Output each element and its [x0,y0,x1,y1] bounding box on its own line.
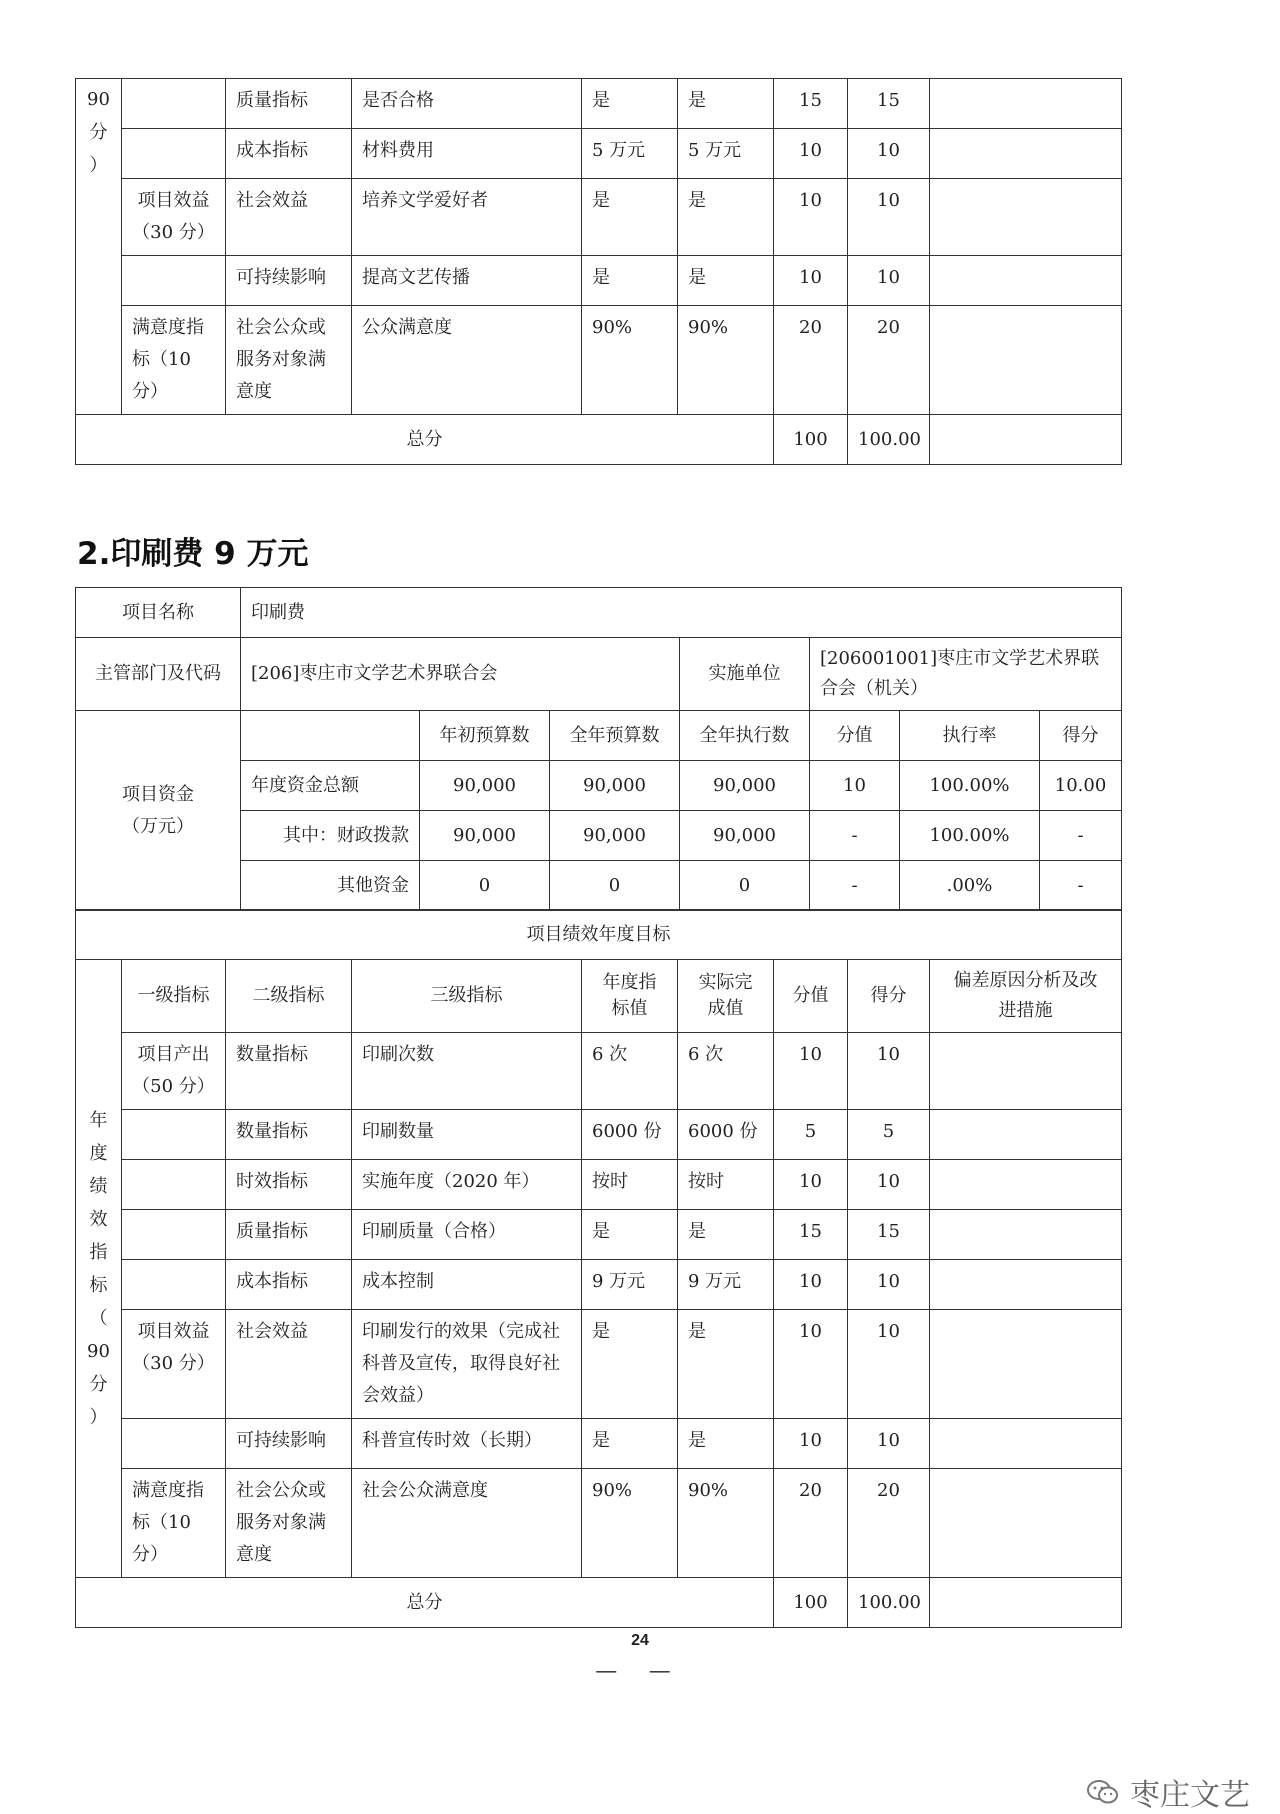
note-cell [930,179,1122,256]
got-cell: 10 [848,129,930,179]
level2-cell: 成本指标 [226,1260,352,1310]
fund-value: .00% [900,861,1040,911]
level3-cell: 印刷质量（合格） [352,1210,582,1260]
fund-header: 执行率 [900,711,1040,761]
score-cell: 10 [774,256,848,306]
level2-cell: 质量指标 [226,1210,352,1260]
actual-cell: 是 [678,1310,774,1419]
score-cell: 5 [774,1110,848,1160]
level1-cell [122,256,226,306]
got-cell: 10 [848,1033,930,1110]
wechat-logo-icon [1086,1779,1120,1805]
got-cell: 10 [848,179,930,256]
score-cell: 15 [774,1210,848,1260]
level2-cell: 可持续影响 [226,256,352,306]
target-cell: 是 [582,256,678,306]
score-cell: 10 [774,1033,848,1110]
fund-value: - [810,861,900,911]
level2-cell: 社会公众或 服务对象满 意度 [226,306,352,415]
level1-cell: 满意度指 标（10 分） [122,1469,226,1578]
performance-table-continued [75,78,1122,465]
actual-cell: 是 [678,1210,774,1260]
target-cell: 是 [582,179,678,256]
level2-cell: 时效指标 [226,1160,352,1210]
note-cell [930,1419,1122,1469]
note-cell [930,256,1122,306]
fund-header: 全年执行数 [680,711,810,761]
fund-row-label: 年度资金总额 [241,761,420,811]
score-cell: 10 [774,1160,848,1210]
fund-value: - [1040,811,1122,861]
total-label: 总分 [76,415,774,465]
fund-value: 90,000 [550,811,680,861]
fund-value: 90,000 [420,761,550,811]
dept-value: [206]枣庄市文学艺术界联合会 [241,638,680,711]
fund-value: 100.00% [900,811,1040,861]
actual-cell: 是 [678,79,774,129]
level1-cell [122,1260,226,1310]
actual-cell: 9 万元 [678,1260,774,1310]
note-cell [930,1260,1122,1310]
impl-value: [206001001]枣庄市文学艺术界联合会（机关） [810,638,1122,711]
fund-value: 90,000 [550,761,680,811]
note-cell [930,1578,1122,1628]
got-cell: 20 [848,1469,930,1578]
level3-cell: 公众满意度 [352,306,582,415]
indicator-table [75,909,1122,1628]
header-got: 得分 [848,960,930,1033]
note-cell [930,1160,1122,1210]
level1-cell [122,1110,226,1160]
fund-value: 0 [550,861,680,911]
level2-cell: 数量指标 [226,1110,352,1160]
project-name-label: 项目名称 [76,588,241,638]
total-label: 总分 [76,1578,774,1628]
section-heading: 2.印刷费 9 万元 [77,536,309,572]
level2-cell: 社会效益 [226,1310,352,1419]
actual-cell: 按时 [678,1160,774,1210]
actual-cell: 是 [678,256,774,306]
fund-value: - [1040,861,1122,911]
actual-cell: 5 万元 [678,129,774,179]
fund-header: 分值 [810,711,900,761]
score-cell: 20 [774,1469,848,1578]
level3-cell: 实施年度（2020 年） [352,1160,582,1210]
level3-cell: 印刷发行的效果（完成社 科普及宣传，取得良好社 会效益） [352,1310,582,1419]
level1-cell [122,1210,226,1260]
target-cell: 6 次 [582,1033,678,1110]
fund-value: 0 [420,861,550,911]
fund-value: 100.00% [900,761,1040,811]
target-cell: 9 万元 [582,1260,678,1310]
fund-row-label: 其他资金 [241,861,420,911]
got-cell: 10 [848,1419,930,1469]
target-cell: 是 [582,1310,678,1419]
total-score: 100 [774,415,848,465]
printing-fee-table [75,587,1122,911]
level3-cell: 社会公众满意度 [352,1469,582,1578]
got-cell: 20 [848,306,930,415]
header-level3: 三级指标 [352,960,582,1033]
actual-cell: 6 次 [678,1033,774,1110]
watermark [1086,1770,1250,1814]
fund-value: - [810,811,900,861]
header-note: 偏差原因分析及改 进措施 [930,960,1122,1033]
fund-value: 90,000 [420,811,550,861]
score-cell: 20 [774,306,848,415]
level3-cell: 材料费用 [352,129,582,179]
side-label: 年 度 绩 效 指 标 （ 90 分 ） [76,960,122,1578]
fund-header: 得分 [1040,711,1122,761]
total-got: 100.00 [848,1578,930,1628]
side-label: 90 分 ） [76,79,122,415]
page-dashes: — — [596,1660,684,1682]
note-cell [930,306,1122,415]
level3-cell: 印刷次数 [352,1033,582,1110]
got-cell: 10 [848,1310,930,1419]
score-cell: 10 [774,1260,848,1310]
level2-cell: 质量指标 [226,79,352,129]
fund-header: 年初预算数 [420,711,550,761]
fund-header: 全年预算数 [550,711,680,761]
note-cell [930,129,1122,179]
fund-header-empty [241,711,420,761]
level1-cell: 项目产出 （50 分） [122,1033,226,1110]
actual-cell: 90% [678,1469,774,1578]
got-cell: 10 [848,1260,930,1310]
level1-cell [122,129,226,179]
level3-cell: 印刷数量 [352,1110,582,1160]
got-cell: 10 [848,1160,930,1210]
score-cell: 10 [774,1310,848,1419]
header-level2: 二级指标 [226,960,352,1033]
project-name-value: 印刷费 [241,588,1122,638]
note-cell [930,415,1122,465]
target-cell: 按时 [582,1160,678,1210]
header-score: 分值 [774,960,848,1033]
level2-cell: 数量指标 [226,1033,352,1110]
level2-cell: 成本指标 [226,129,352,179]
level3-cell: 培养文学爱好者 [352,179,582,256]
fund-row-label: 其中：财政拨款 [241,811,420,861]
target-cell: 是 [582,1419,678,1469]
got-cell: 15 [848,1210,930,1260]
actual-cell: 90% [678,306,774,415]
fund-value: 0 [680,861,810,911]
note-cell [930,1033,1122,1110]
level1-cell [122,1419,226,1469]
actual-cell: 6000 份 [678,1110,774,1160]
fund-label: 项目资金 （万元） [76,711,241,911]
target-cell: 是 [582,79,678,129]
note-cell [930,1310,1122,1419]
target-cell: 90% [582,306,678,415]
score-cell: 15 [774,79,848,129]
got-cell: 15 [848,79,930,129]
actual-cell: 是 [678,179,774,256]
target-cell: 是 [582,1210,678,1260]
impl-label: 实施单位 [680,638,810,711]
got-cell: 5 [848,1110,930,1160]
level1-cell: 项目效益 （30 分） [122,1310,226,1419]
note-cell [930,1469,1122,1578]
header-actual: 实际完 成值 [678,960,774,1033]
level3-cell: 成本控制 [352,1260,582,1310]
header-level1: 一级指标 [122,960,226,1033]
total-score: 100 [774,1578,848,1628]
note-cell [930,1210,1122,1260]
note-cell [930,1110,1122,1160]
level3-cell: 提高文艺传播 [352,256,582,306]
fund-value: 90,000 [680,761,810,811]
level2-cell: 可持续影响 [226,1419,352,1469]
fund-value: 10.00 [1040,761,1122,811]
total-got: 100.00 [848,415,930,465]
level3-cell: 是否合格 [352,79,582,129]
note-cell [930,79,1122,129]
target-cell: 90% [582,1469,678,1578]
target-cell: 5 万元 [582,129,678,179]
header-target: 年度指 标值 [582,960,678,1033]
level2-cell: 社会公众或 服务对象满 意度 [226,1469,352,1578]
level1-cell: 项目效益 （30 分） [122,179,226,256]
score-cell: 10 [774,129,848,179]
got-cell: 10 [848,256,930,306]
watermark-text: 枣庄文艺 [1130,1778,1250,1813]
level2-cell: 社会效益 [226,179,352,256]
dept-label: 主管部门及代码 [76,638,241,711]
goal-label: 项目绩效年度目标 [76,910,1122,960]
page-number: 24 [631,1632,649,1649]
score-cell: 10 [774,1419,848,1469]
fund-value: 90,000 [680,811,810,861]
level3-cell: 科普宣传时效（长期） [352,1419,582,1469]
score-cell: 10 [774,179,848,256]
level1-cell: 满意度指 标（10 分） [122,306,226,415]
fund-value: 10 [810,761,900,811]
level1-cell [122,79,226,129]
level1-cell [122,1160,226,1210]
target-cell: 6000 份 [582,1110,678,1160]
actual-cell: 是 [678,1419,774,1469]
